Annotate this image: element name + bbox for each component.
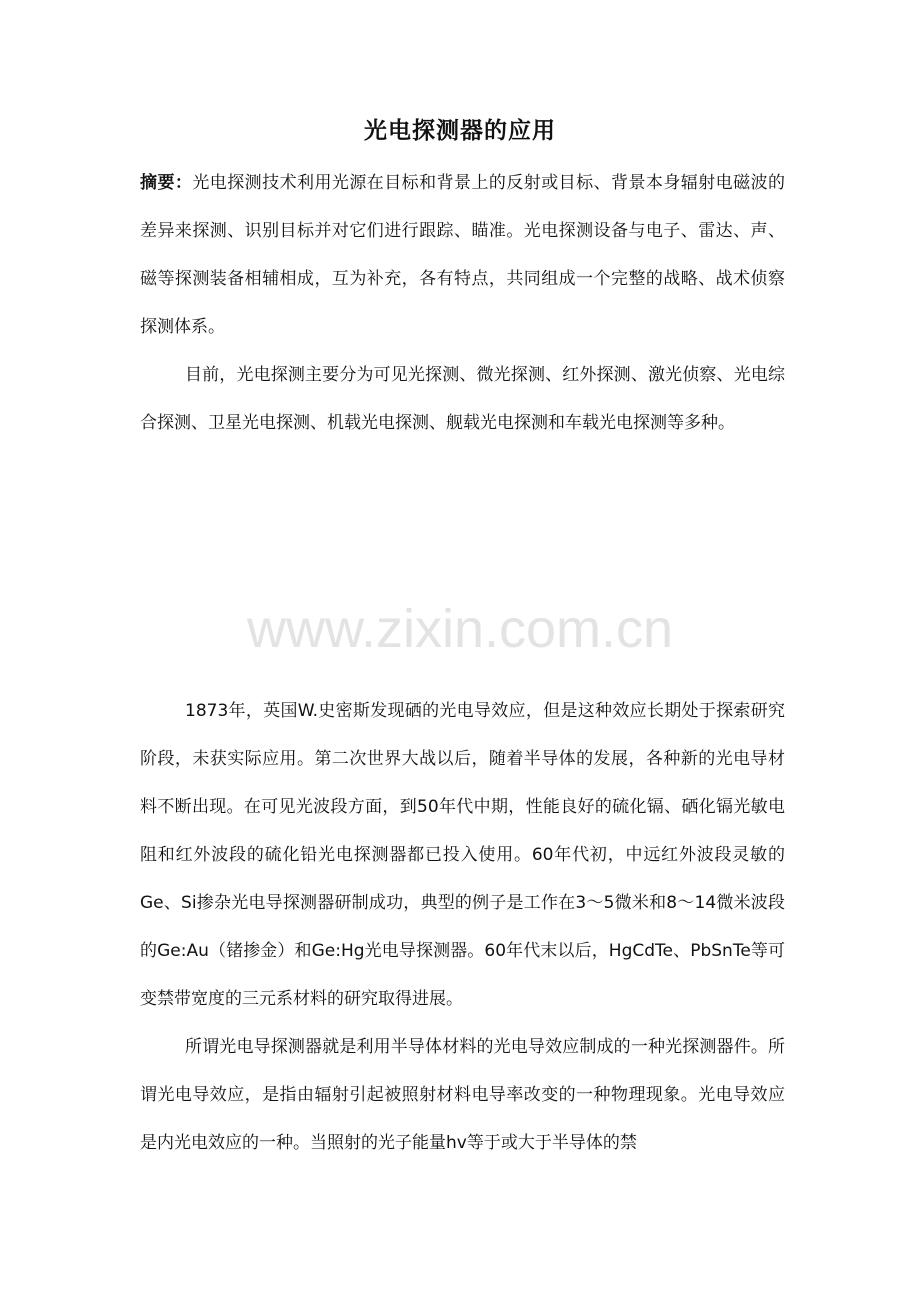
document-title: 光电探测器的应用 xyxy=(364,118,556,144)
body-paragraph: 目前，光电探测主要分为可见光探测、微光探测、红外探测、激光侦察、光电综合探测、卫星光电探测、机载光电探测、舰载光电探测和车载光电探测等多种。 xyxy=(140,365,785,433)
abstract-paragraph xyxy=(140,159,785,351)
body-paragraph: 1873年，英国W.史密斯发现硒的光电导效应，但是这种效应长期处于探索研究阶段，未获实际应用。第二次世界大战以后，随着半导体的发展，各种新的光电导材料不断出现。在可见光波段方面，到50年代中期，性能良好的硫化镉、硒化镉光敏电阻和红外波段的硫化铅光电探测器都已投入使用。60年代初，中远红外波段灵敏的Ge、Si掺杂光电导探测器研制成功，典型的例子是工作在3～5微米和8～14微米波段的Ge:Au（锗掺金）和Ge:Hg光电导探测器。60年代末以后，HgCdTe、PbSnTe等可变禁带宽度的三元系材料的研究取得进展。 xyxy=(140,701,785,1009)
body-paragraph: 所谓光电导探测器就是利用半导体材料的光电导效应制成的一种光探测器件。所谓光电导效应，是指由辐射引起被照射材料电导率改变的一种物理现象。光电导效应是内光电效应的一种。当照射的光子能量hv等于或大于半导体的禁 xyxy=(140,1037,785,1153)
abstract-label: 摘要： xyxy=(140,173,193,193)
watermark-text: www.zixin.com.cn xyxy=(246,599,674,659)
abstract-text: 光电探测技术利用光源在目标和背景上的反射或目标、背景本身辐射电磁波的差异来探测、识别目标并对它们进行跟踪、瞄准。光电探测设备与电子、雷达、声、磁等探测装备相辅相成，互为补充，各有特点，共同组成一个完整的战略、战术侦察探测体系。 xyxy=(140,173,786,337)
